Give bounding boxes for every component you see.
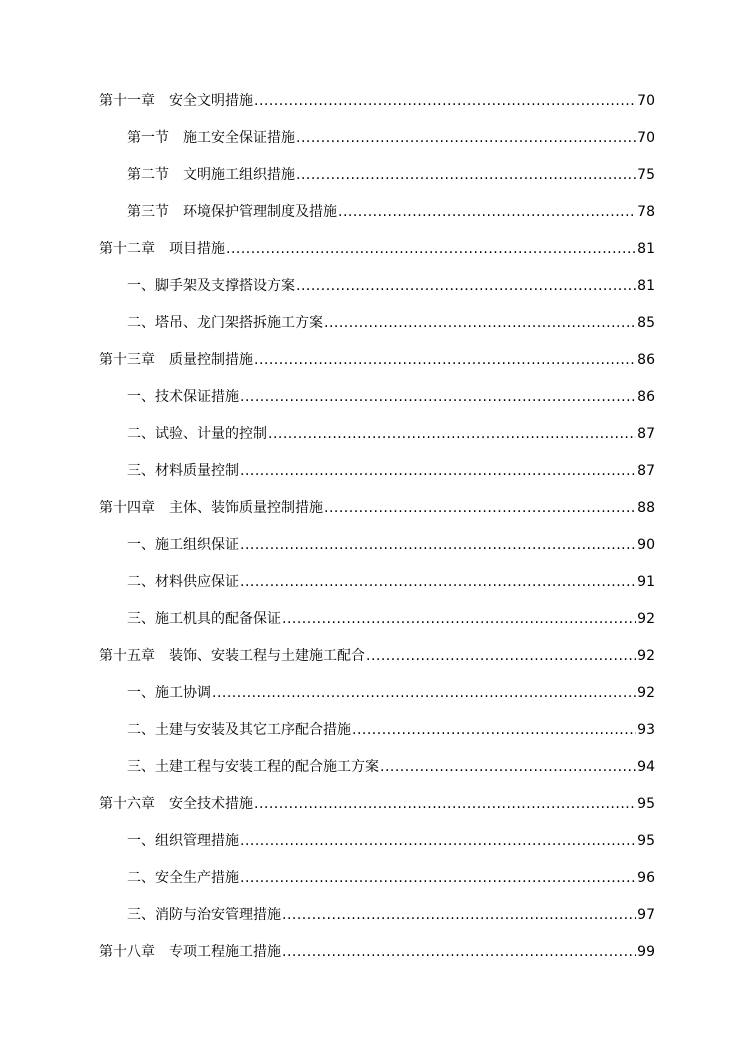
toc-section-entry[interactable] — [99, 753, 655, 790]
toc-entry-label — [99, 790, 253, 818]
toc-dot-leader — [282, 605, 636, 633]
toc-dot-leader — [296, 161, 636, 189]
toc-entry-title: 施工安全保证措施 — [183, 130, 295, 146]
toc-page-number: 92 — [637, 648, 655, 664]
toc-entry-title: 质量控制措施 — [169, 352, 253, 368]
toc-dot-leader — [240, 827, 636, 855]
toc-entry-number: 第十五章 — [99, 648, 155, 664]
toc-entry-label — [127, 309, 323, 337]
toc-entry-label — [127, 531, 239, 559]
toc-section-entry[interactable] — [99, 457, 655, 494]
toc-entry-label — [127, 568, 239, 596]
toc-entry-label — [127, 864, 239, 892]
toc-page-number: 70 — [637, 130, 655, 146]
toc-section-entry[interactable] — [99, 383, 655, 420]
toc-page-number: 78 — [637, 204, 655, 220]
toc-entry-number: 第十三章 — [99, 352, 155, 368]
toc-entry-title: 专项工程施工措施 — [169, 944, 281, 960]
toc-chapter-entry[interactable] — [99, 494, 655, 531]
toc-dot-leader — [240, 568, 636, 596]
toc-section-entry[interactable] — [99, 568, 655, 605]
toc-dot-leader — [254, 790, 636, 818]
toc-section-entry[interactable] — [99, 901, 655, 938]
toc-section-entry[interactable] — [99, 864, 655, 901]
toc-page-number: 81 — [637, 241, 655, 257]
toc-entry-label — [99, 346, 253, 374]
toc-entry-title: 三、施工机具的配备保证 — [127, 611, 281, 627]
toc-dot-leader — [366, 642, 636, 670]
toc-entry-title: 一、脚手架及支撑搭设方案 — [127, 278, 295, 294]
toc-dot-leader — [254, 346, 636, 374]
toc-entry-title: 环境保护管理制度及措施 — [183, 204, 337, 220]
toc-page-number: 75 — [637, 167, 655, 183]
toc-entry-title: 二、安全生产措施 — [127, 870, 239, 886]
toc-entry-label — [99, 87, 253, 115]
toc-page-number: 87 — [637, 426, 655, 442]
toc-entry-label — [127, 753, 379, 781]
toc-entry-number: 第十二章 — [99, 241, 155, 257]
toc-entry-label — [99, 642, 365, 670]
toc-entry-label — [127, 272, 295, 300]
toc-section-entry[interactable] — [99, 161, 655, 198]
toc-entry-number: 第二节 — [127, 167, 169, 183]
toc-dot-leader — [254, 87, 636, 115]
toc-entry-title: 二、试验、计量的控制 — [127, 426, 267, 442]
toc-entry-title: 主体、装饰质量控制措施 — [169, 500, 323, 516]
toc-chapter-entry[interactable] — [99, 235, 655, 272]
toc-entry-label — [127, 457, 239, 485]
toc-entry-title: 安全技术措施 — [169, 796, 253, 812]
toc-entry-label — [127, 420, 267, 448]
toc-entry-title: 安全文明措施 — [169, 93, 253, 109]
toc-page-number: 81 — [637, 278, 655, 294]
toc-entry-title: 三、土建工程与安装工程的配合施工方案 — [127, 759, 379, 775]
toc-entry-title: 一、施工协调 — [127, 685, 211, 701]
toc-entry-number: 第三节 — [127, 204, 169, 220]
toc-dot-leader — [226, 235, 636, 263]
toc-entry-label — [99, 235, 225, 263]
toc-page-number: 85 — [637, 315, 655, 331]
toc-page-number: 97 — [637, 907, 655, 923]
toc-dot-leader — [380, 753, 636, 781]
toc-entry-title: 装饰、安装工程与土建施工配合 — [169, 648, 365, 664]
toc-page-number: 91 — [637, 574, 655, 590]
toc-page-number: 90 — [637, 537, 655, 553]
toc-page-number: 86 — [637, 389, 655, 405]
toc-entry-label — [127, 161, 295, 189]
toc-dot-leader — [282, 901, 636, 929]
toc-entry-title: 二、塔吊、龙门架搭拆施工方案 — [127, 315, 323, 331]
toc-dot-leader — [352, 716, 636, 744]
toc-page-number: 96 — [637, 870, 655, 886]
toc-dot-leader — [240, 383, 636, 411]
toc-entry-title: 二、材料供应保证 — [127, 574, 239, 590]
toc-entry-title: 一、技术保证措施 — [127, 389, 239, 405]
toc-entry-title: 二、土建与安装及其它工序配合措施 — [127, 722, 351, 738]
toc-page-number: 92 — [637, 611, 655, 627]
toc-page-number: 87 — [637, 463, 655, 479]
toc-entry-title: 文明施工组织措施 — [183, 167, 295, 183]
toc-entry-number: 第十六章 — [99, 796, 155, 812]
toc-entry-number: 第十一章 — [99, 93, 155, 109]
toc-chapter-entry[interactable] — [99, 87, 655, 124]
toc-entry-label — [127, 198, 337, 226]
toc-dot-leader — [240, 457, 636, 485]
toc-entry-label — [127, 679, 211, 707]
toc-dot-leader — [240, 531, 636, 559]
toc-dot-leader — [338, 198, 636, 226]
toc-dot-leader — [296, 272, 636, 300]
toc-chapter-entry[interactable] — [99, 642, 655, 679]
toc-entry-title: 一、施工组织保证 — [127, 537, 239, 553]
toc-entry-number: 第十八章 — [99, 944, 155, 960]
toc-dot-leader — [324, 494, 636, 522]
toc-page-number: 86 — [637, 352, 655, 368]
toc-section-entry[interactable] — [99, 124, 655, 161]
toc-entry-number: 第十四章 — [99, 500, 155, 516]
toc-dot-leader — [296, 124, 636, 152]
toc-entry-label — [127, 383, 239, 411]
toc-chapter-entry[interactable] — [99, 346, 655, 383]
toc-entry-title: 一、组织管理措施 — [127, 833, 239, 849]
toc-entry-title: 项目措施 — [169, 241, 225, 257]
toc-page-number: 93 — [637, 722, 655, 738]
toc-entry-label — [127, 605, 281, 633]
toc-section-entry[interactable] — [99, 679, 655, 716]
toc-dot-leader — [282, 938, 636, 966]
toc-page-number: 70 — [637, 93, 655, 109]
table-of-contents — [99, 87, 655, 975]
toc-page-number: 88 — [637, 500, 655, 516]
toc-entry-label — [127, 901, 281, 929]
toc-section-entry[interactable] — [99, 605, 655, 642]
toc-section-entry[interactable] — [99, 716, 655, 753]
toc-page-number: 99 — [637, 944, 655, 960]
toc-section-entry[interactable] — [99, 420, 655, 457]
toc-dot-leader — [268, 420, 636, 448]
toc-entry-title: 三、消防与治安管理措施 — [127, 907, 281, 923]
toc-entry-title: 三、材料质量控制 — [127, 463, 239, 479]
toc-section-entry[interactable] — [99, 827, 655, 864]
toc-section-entry[interactable] — [99, 531, 655, 568]
toc-page-number: 95 — [637, 796, 655, 812]
toc-entry-label — [127, 124, 295, 152]
toc-page-number: 94 — [637, 759, 655, 775]
toc-section-entry[interactable] — [99, 198, 655, 235]
toc-entry-label — [99, 494, 323, 522]
toc-chapter-entry[interactable] — [99, 790, 655, 827]
toc-chapter-entry[interactable] — [99, 938, 655, 975]
toc-section-entry[interactable] — [99, 272, 655, 309]
toc-entry-label — [127, 716, 351, 744]
toc-dot-leader — [212, 679, 636, 707]
toc-entry-label — [127, 827, 239, 855]
toc-page-number: 92 — [637, 685, 655, 701]
toc-entry-label — [99, 938, 281, 966]
toc-page-number: 95 — [637, 833, 655, 849]
toc-dot-leader — [324, 309, 636, 337]
toc-dot-leader — [240, 864, 636, 892]
toc-section-entry[interactable] — [99, 309, 655, 346]
toc-entry-number: 第一节 — [127, 130, 169, 146]
